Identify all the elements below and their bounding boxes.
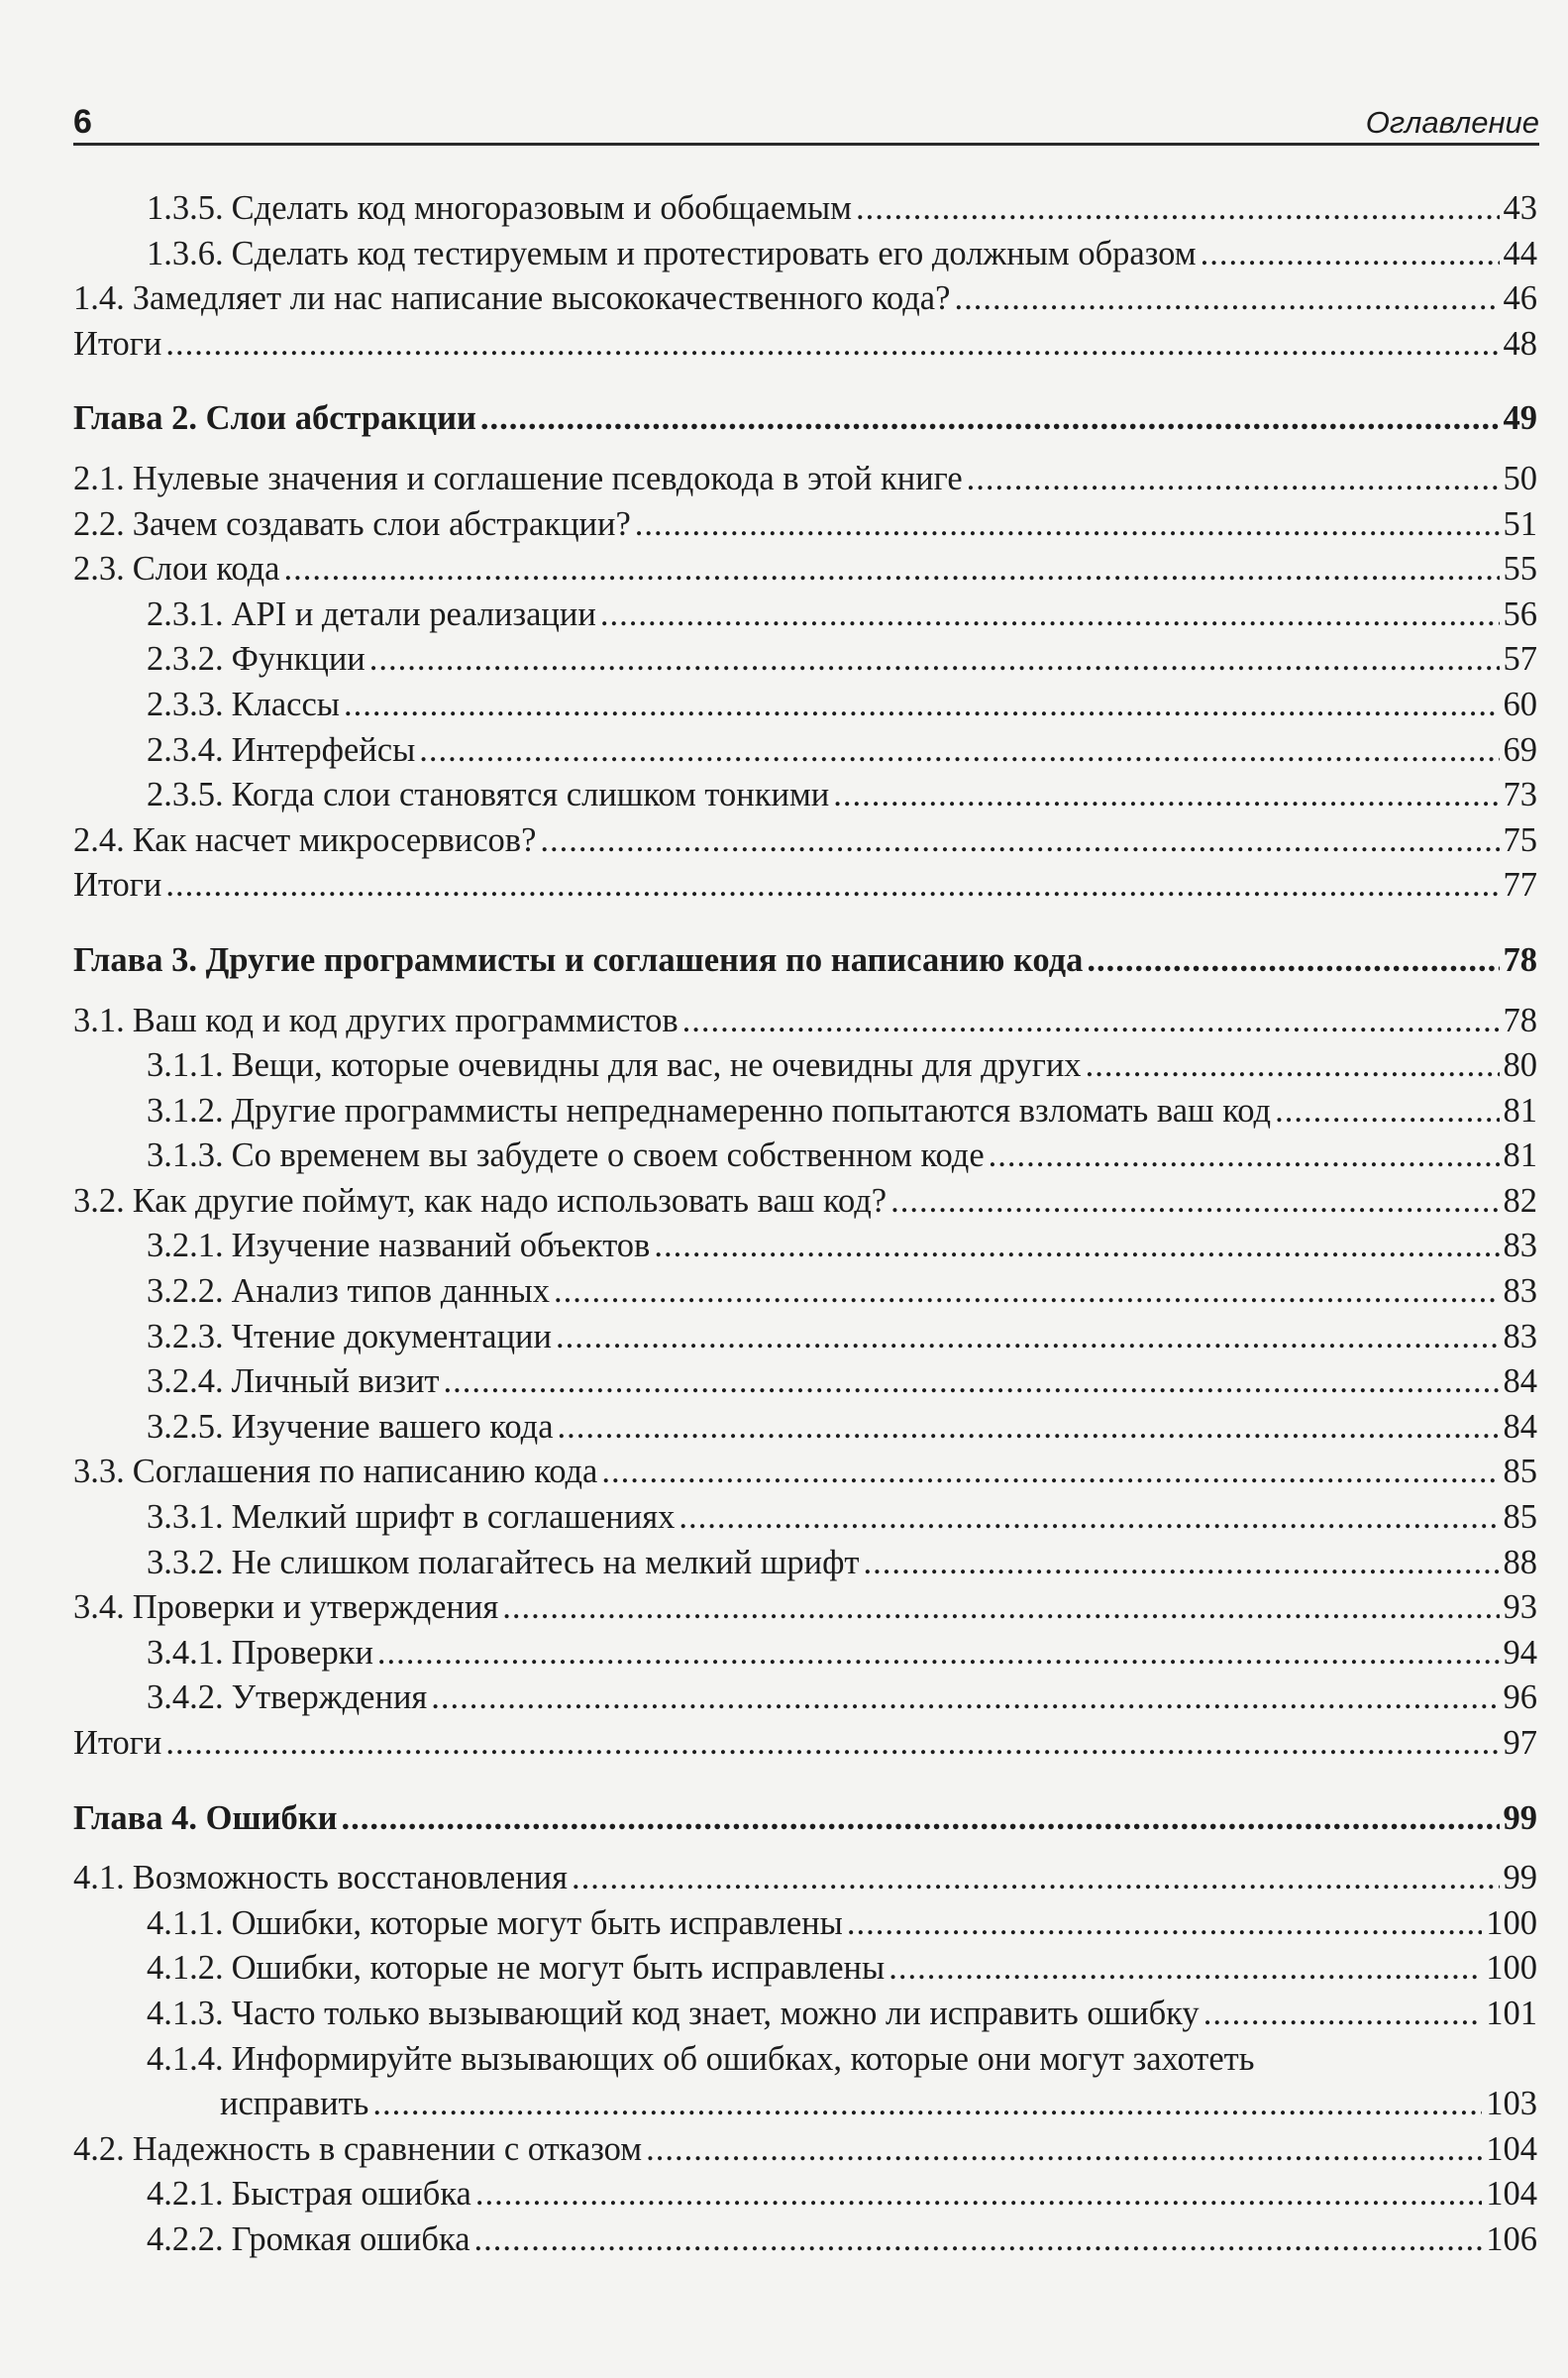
dot-leader xyxy=(344,683,1500,728)
toc-entry xyxy=(73,1856,1537,1901)
toc-page-number: 46 xyxy=(1503,279,1537,318)
toc-page-number: 69 xyxy=(1503,730,1537,769)
toc-entry xyxy=(73,547,1537,593)
toc-entry-number: 3.2.5. xyxy=(147,1407,224,1446)
dot-leader xyxy=(864,1541,1500,1586)
toc-entry-title: Надежность в сравнении с отказом xyxy=(132,2129,643,2168)
toc-page-number: 77 xyxy=(1503,866,1537,905)
toc-entry-number: 2.4. xyxy=(73,820,125,859)
toc-entry-title: Со временем вы забудете о своем собственном коде xyxy=(231,1136,985,1175)
toc-page-number: 88 xyxy=(1503,1543,1537,1581)
toc-page-number: 85 xyxy=(1503,1498,1537,1537)
dot-leader xyxy=(646,2127,1482,2173)
toc-page-number: 51 xyxy=(1503,504,1537,543)
toc-entry xyxy=(73,1495,1537,1541)
toc-entry-title: Сделать код многоразовым и обобщаемым xyxy=(231,189,852,227)
toc-entry-title: Вещи, которые очевидны для вас, не очевидны для других xyxy=(231,1046,1082,1085)
toc-entry-number: 4.1.1. xyxy=(147,1903,224,1942)
toc-entry xyxy=(73,1631,1537,1676)
toc-entry-title: API и детали реализации xyxy=(231,594,596,633)
toc-entry-title: Итоги xyxy=(73,866,162,905)
toc-entry-title: Информируйте вызывающих об ошибках, которые они могут захотеть xyxy=(231,2039,1255,2078)
toc-entry-title: Изучение названий объектов xyxy=(231,1227,651,1265)
toc-entry-title: Итоги xyxy=(73,324,162,363)
dot-leader xyxy=(847,1901,1482,1947)
toc-entry-title: Анализ типов данных xyxy=(231,1272,550,1311)
toc-entry xyxy=(73,1269,1537,1315)
toc-page-number: 84 xyxy=(1503,1407,1537,1446)
section-title: Оглавление xyxy=(1365,105,1539,140)
toc-page-number: 100 xyxy=(1486,1949,1537,1988)
toc-entry xyxy=(73,1224,1537,1269)
toc-entry xyxy=(73,322,1537,368)
toc-entry-title: Итоги xyxy=(73,1724,162,1762)
toc-entry-number: 3.2.4. xyxy=(147,1362,224,1401)
toc-entry xyxy=(73,2172,1537,2217)
toc-entry xyxy=(73,1946,1537,1992)
toc-page-number: 104 xyxy=(1486,2129,1537,2168)
toc-entry-number: 2.3.4. xyxy=(147,730,224,769)
toc-entry xyxy=(73,1675,1537,1721)
dot-leader xyxy=(1275,1089,1499,1135)
dot-leader xyxy=(856,186,1500,232)
dot-leader xyxy=(377,1631,1500,1676)
toc-entry-number: 4.1.2. xyxy=(147,1949,224,1988)
toc-entry-title: Функции xyxy=(231,640,366,679)
toc-entry-number: 4.1.4. xyxy=(147,2039,224,2078)
toc-entry-title: Возможность восстановления xyxy=(132,1859,569,1897)
dot-leader xyxy=(558,1405,1500,1451)
toc-entry-number: 4.2. xyxy=(73,2129,125,2168)
dot-leader xyxy=(967,457,1500,502)
dot-leader xyxy=(474,2217,1483,2263)
dot-leader xyxy=(600,593,1500,638)
toc-entry xyxy=(73,1585,1537,1631)
toc-entry xyxy=(73,818,1537,864)
dot-leader xyxy=(554,1269,1500,1315)
toc-page-number: 99 xyxy=(1503,1859,1537,1897)
toc-entry-title: Другие программисты непреднамеренно попытаются взломать ваш код xyxy=(231,1091,1272,1130)
dot-leader xyxy=(165,863,1499,909)
toc-entry-number: 1.3.6. xyxy=(147,234,224,272)
toc-entry-title: Соглашения по написанию кода xyxy=(132,1453,598,1491)
dot-leader xyxy=(431,1675,1499,1721)
toc-entry-title: Чтение документации xyxy=(231,1317,552,1355)
dot-leader xyxy=(679,1495,1499,1541)
toc-entry-title: Проверки xyxy=(231,1633,373,1672)
toc-entry-title: Не слишком полагайтесь на мелкий шрифт xyxy=(231,1543,860,1581)
toc-page-number: 104 xyxy=(1486,2175,1537,2214)
toc-entry-number: 2.3.1. xyxy=(147,594,224,633)
toc-entry-number: 3.4.1. xyxy=(147,1633,224,1672)
dot-leader xyxy=(954,276,1499,322)
toc-entry xyxy=(73,2217,1537,2263)
dot-leader xyxy=(572,1856,1499,1901)
toc-entry-title: Быстрая ошибка xyxy=(231,2175,471,2214)
toc-entry xyxy=(73,186,1537,232)
toc-entry xyxy=(73,232,1537,277)
toc-entry-title: Как насчет микросервисов? xyxy=(132,820,537,859)
dot-leader xyxy=(502,1585,1499,1631)
toc-entry-number: 3.4. xyxy=(73,1588,125,1627)
toc-page-number: 83 xyxy=(1503,1272,1537,1311)
toc-entry-title: Мелкий шрифт в соглашениях xyxy=(231,1498,676,1537)
toc-entry xyxy=(73,683,1537,728)
toc-entry-number: 3.3.2. xyxy=(147,1543,224,1581)
toc-entry xyxy=(73,276,1537,322)
toc-page-number: 80 xyxy=(1503,1046,1537,1085)
toc-page-number: 73 xyxy=(1503,776,1537,814)
toc-entry xyxy=(73,1089,1537,1135)
toc-entry-title: Когда слои становятся слишком тонкими xyxy=(231,776,830,814)
toc-chapter xyxy=(73,396,1537,442)
toc-entry xyxy=(73,2037,1537,2083)
toc-entry xyxy=(73,773,1537,818)
toc-entry-title: Личный визит xyxy=(231,1362,440,1401)
toc-entry-number: 3.2. xyxy=(73,1181,125,1220)
toc-page-number: 78 xyxy=(1503,1001,1537,1039)
toc-entry xyxy=(73,1721,1537,1767)
toc-entry-number: 3.3. xyxy=(73,1453,125,1491)
toc-entry-title: Глава 3. Другие программисты и соглашения по написанию кода xyxy=(73,940,1084,979)
toc-entry xyxy=(73,637,1537,683)
toc-entry xyxy=(73,728,1537,774)
toc-entry-title-continued: исправить xyxy=(220,2085,369,2123)
toc-entry xyxy=(73,1405,1537,1451)
toc-page-number: 83 xyxy=(1503,1227,1537,1265)
toc-page-number: 60 xyxy=(1503,685,1537,723)
dot-leader xyxy=(1203,1992,1483,2037)
toc-page-number: 81 xyxy=(1503,1091,1537,1130)
toc-entry-number: 4.2.1. xyxy=(147,2175,224,2214)
toc-page-number: 94 xyxy=(1503,1633,1537,1672)
dot-leader xyxy=(989,1134,1500,1179)
toc-entry-number: 2.3.2. xyxy=(147,640,224,679)
toc-entry-number: 2.3.5. xyxy=(147,776,224,814)
toc-entry-title: Проверки и утверждения xyxy=(132,1588,499,1627)
toc-entry xyxy=(73,1315,1537,1360)
toc-entry-number: 3.1.1. xyxy=(147,1046,224,1085)
toc-page-number: 49 xyxy=(1503,399,1537,438)
toc-entry-number: 1.4. xyxy=(73,279,125,318)
toc-page-number: 93 xyxy=(1503,1588,1537,1627)
dot-leader xyxy=(372,2082,1482,2127)
dot-leader xyxy=(654,1224,1499,1269)
toc-entry-title: Глава 2. Слои абстракции xyxy=(73,399,476,438)
toc-entry-title: Интерфейсы xyxy=(231,730,416,769)
toc-entry-number: 4.2.2. xyxy=(147,2219,224,2258)
dot-leader xyxy=(444,1359,1500,1405)
toc-entry-title: Классы xyxy=(231,685,340,723)
toc-entry-number: 3.2.3. xyxy=(147,1317,224,1355)
toc-entry-title: Ошибки, которые могут быть исправлены xyxy=(231,1903,843,1942)
toc-entry-title: Сделать код тестируемым и протестировать его должным образом xyxy=(231,234,1197,272)
toc-page-number: 78 xyxy=(1503,940,1537,979)
toc-entry xyxy=(73,502,1537,548)
toc-entry xyxy=(73,593,1537,638)
toc-page-number: 81 xyxy=(1503,1136,1537,1175)
dot-leader xyxy=(889,1946,1482,1992)
toc-entry-number: 3.3.1. xyxy=(147,1498,224,1537)
toc-entry-title: Как другие поймут, как надо использовать ваш код? xyxy=(132,1181,888,1220)
dot-leader xyxy=(890,1179,1499,1225)
toc-entry xyxy=(73,863,1537,909)
toc-page-number: 96 xyxy=(1503,1678,1537,1717)
toc-entry-number: 2.2. xyxy=(73,504,125,543)
toc-entry xyxy=(73,1134,1537,1179)
dot-leader xyxy=(682,999,1500,1044)
toc-page-number: 75 xyxy=(1503,820,1537,859)
toc-entry-title: Нулевые значения и соглашение псевдокода в этой книге xyxy=(132,459,963,497)
dot-leader xyxy=(556,1315,1500,1360)
dot-leader xyxy=(165,322,1499,368)
dot-leader xyxy=(1086,1043,1500,1089)
running-head xyxy=(73,99,1539,146)
dot-leader xyxy=(480,396,1500,442)
dot-leader xyxy=(601,1450,1499,1495)
dot-leader xyxy=(635,502,1500,548)
toc-entry-number: 3.1. xyxy=(73,1001,125,1039)
dot-leader xyxy=(475,2172,1482,2217)
toc-page-number: 106 xyxy=(1486,2219,1537,2258)
toc-page-number: 82 xyxy=(1503,1181,1537,1220)
toc-entry-number: 3.1.2. xyxy=(147,1091,224,1130)
toc-page-number: 56 xyxy=(1503,594,1537,633)
toc-entry-number: 3.1.3. xyxy=(147,1136,224,1175)
toc-entry-title: Часто только вызывающий код знает, можно ли исправить ошибку xyxy=(231,1994,1200,2032)
toc-entry-number: 4.1. xyxy=(73,1859,125,1897)
dot-leader xyxy=(1087,938,1499,984)
toc-entry-title: Утверждения xyxy=(231,1678,428,1717)
toc-chapter xyxy=(73,1796,1537,1842)
dot-leader xyxy=(1201,232,1500,277)
toc-page-number: 85 xyxy=(1503,1453,1537,1491)
toc-entry-number: 3.2.1. xyxy=(147,1227,224,1265)
toc-page-number: 55 xyxy=(1503,550,1537,589)
page-number: 6 xyxy=(73,103,92,141)
toc-page-number: 48 xyxy=(1503,324,1537,363)
toc-entry-number: 3.4.2. xyxy=(147,1678,224,1717)
toc-entry xyxy=(73,1179,1537,1225)
toc-entry-number: 1.3.5. xyxy=(147,189,224,227)
toc-entry-title: Ошибки, которые не могут быть исправлены xyxy=(231,1949,886,1988)
toc-entry-title: Замедляет ли нас написание высококачественного кода? xyxy=(132,279,951,318)
dot-leader xyxy=(369,637,1500,683)
toc-entry xyxy=(73,999,1537,1044)
dot-leader xyxy=(833,773,1499,818)
toc-page-number: 101 xyxy=(1486,1994,1537,2032)
toc-entry-title: Глава 4. Ошибки xyxy=(73,1798,338,1837)
dot-leader xyxy=(342,1796,1500,1842)
toc-entry xyxy=(73,2082,1537,2127)
toc-page-number: 57 xyxy=(1503,640,1537,679)
toc-entry xyxy=(73,1043,1537,1089)
toc-page-number: 44 xyxy=(1503,234,1537,272)
toc-entry-title: Слои кода xyxy=(132,550,280,589)
dot-leader xyxy=(165,1721,1499,1767)
toc-page-number: 43 xyxy=(1503,189,1537,227)
toc-page-number: 100 xyxy=(1486,1903,1537,1942)
toc-entry xyxy=(73,1541,1537,1586)
toc-page-number: 97 xyxy=(1503,1724,1537,1762)
toc-chapter xyxy=(73,938,1537,984)
table-of-contents xyxy=(73,186,1537,2263)
toc-entry-title: Зачем создавать слои абстракции? xyxy=(132,504,631,543)
toc-page-number: 99 xyxy=(1503,1798,1537,1837)
toc-page-number: 84 xyxy=(1503,1362,1537,1401)
toc-entry-number: 2.1. xyxy=(73,459,125,497)
toc-entry xyxy=(73,1901,1537,1947)
toc-entry-number: 3.2.2. xyxy=(147,1272,224,1311)
toc-page-number: 83 xyxy=(1503,1317,1537,1355)
toc-entry xyxy=(73,1992,1537,2037)
toc-entry xyxy=(73,1359,1537,1405)
toc-entry xyxy=(73,457,1537,502)
toc-entry-title: Громкая ошибка xyxy=(231,2219,470,2258)
dot-leader xyxy=(540,818,1499,864)
toc-page-number: 103 xyxy=(1486,2085,1537,2123)
toc-entry-number: 2.3. xyxy=(73,550,125,589)
dot-leader xyxy=(419,728,1499,774)
toc-entry-title: Ваш код и код других программистов xyxy=(132,1001,679,1039)
toc-entry-title: Изучение вашего кода xyxy=(231,1407,554,1446)
toc-page-number: 50 xyxy=(1503,459,1537,497)
dot-leader xyxy=(283,547,1499,593)
toc-entry xyxy=(73,1450,1537,1495)
toc-entry-number: 4.1.3. xyxy=(147,1994,224,2032)
toc-entry xyxy=(73,2127,1537,2173)
toc-entry-number: 2.3.3. xyxy=(147,685,224,723)
